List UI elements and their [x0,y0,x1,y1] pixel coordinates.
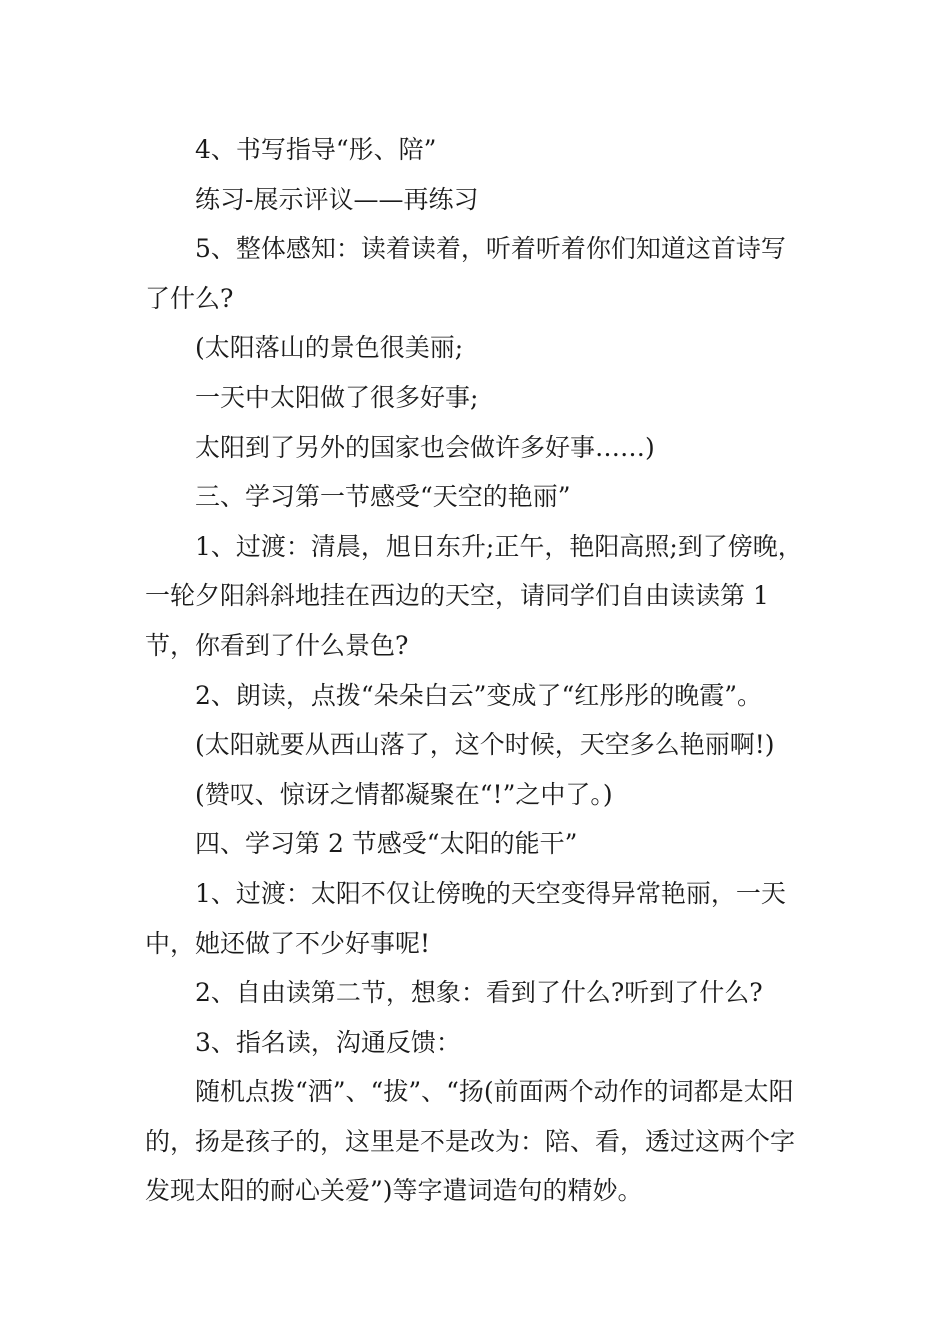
document-body [145,125,810,1216]
paragraph: 太阳到了另外的国家也会做许多好事……) [195,432,655,462]
paragraph: 3、指名读，沟通反馈： [195,1027,461,1057]
paragraph: 5、整体感知：读着读着，听着听着你们知道这首诗写了什么? [145,234,786,313]
paragraph: 练习-展示评议——再练习 [195,184,479,214]
paragraph: 1、过渡：清晨，旭日东升;正午，艳阳高照;到了傍晚，一轮夕阳斜斜地挂在西边的天空，请同学们自由读读第 1 节，你看到了什么景色? [145,531,803,660]
paragraph: 随机点拨“洒”、“拔”、“扬(前面两个动作的词都是太阳的，扬是孩子的，这里是不是改为：陪、看，透过这两个字发现太阳的耐心关爱”)等字遣词造句的精妙。 [145,1077,796,1206]
paragraph: 2、自由读第二节，想象：看到了什么?听到了什么? [195,978,763,1008]
paragraph: (赞叹、惊讶之情都凝聚在“!”之中了。) [195,779,613,809]
paragraph: (太阳就要从西山落了，这个时候，天空多么艳丽啊!) [195,730,775,760]
paragraph: (太阳落山的景色很美丽; [195,333,464,363]
paragraph: 2、朗读，点拨“朵朵白云”变成了“红彤彤的晚霞”。 [195,680,763,710]
section-heading: 四、学习第 2 节感受“太阳的能干” [195,829,578,859]
paragraph: 一天中太阳做了很多好事; [195,382,479,412]
paragraph: 1、过渡：太阳不仅让傍晚的天空变得异常艳丽，一天中，她还做了不少好事呢! [145,878,786,958]
paragraph: 4、书写指导“彤、陪” [195,135,437,164]
section-heading: 三、学习第一节感受“天空的艳丽” [195,482,571,512]
